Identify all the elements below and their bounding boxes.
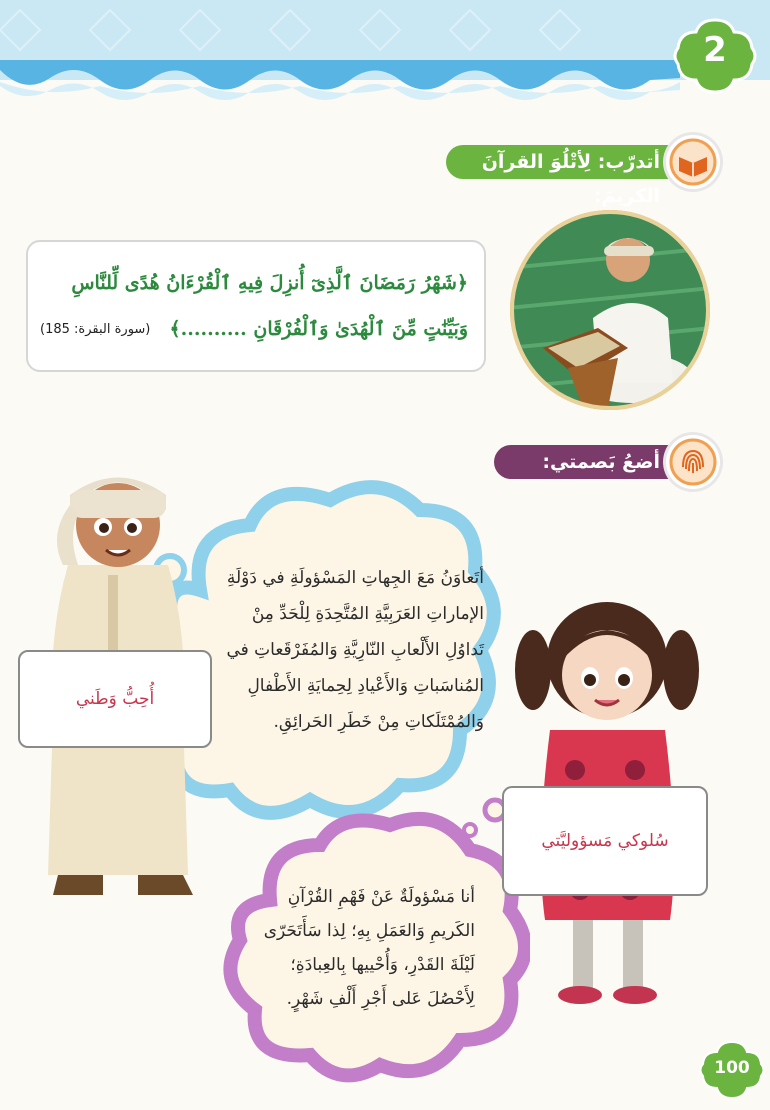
text-line: لِأَحْصُلَ عَلى أَجْرِ أَلْفِ شَهْرٍ. <box>286 989 475 1009</box>
boy-reading-quran-illustration <box>508 208 712 412</box>
purple-cloud-text <box>250 880 475 1016</box>
text-line: الكَريمِ وَالعَمَلِ بِهِ؛ لِذا سَأَتَحَرّى <box>263 921 475 941</box>
text-line: المُناسَباتِ وَالأَعْيادِ لِحِمايَةِ الأَطْفالِ <box>247 676 484 696</box>
lesson-number: 2 <box>703 30 727 70</box>
verse-line-2: وَبَيِّنَٰتٍ مِّنَ ٱلْهُدَىٰ وَٱلْفُرْقَانِ ..........﴾ <box>169 318 468 340</box>
page-number: 100 <box>714 1058 750 1078</box>
text-line: أنا مَسْؤولَةٌ عَنْ فَهْمِ القُرْآنِ <box>287 887 475 907</box>
practice-section-title: أتدرّب: لِأتْلُوَ القرآنَ الكريمَ: <box>446 145 716 179</box>
quran-verse-box <box>26 240 486 372</box>
text-line: وَالمُمْتَلَكاتِ مِنْ خَطَرِ الحَرائِقِ. <box>273 712 484 732</box>
text-line: أتَعاوَنُ مَعَ الجِهاتِ المَسْؤولَةِ في دَوْلَةِ <box>226 568 484 588</box>
text-line: لَيْلَةَ القَدْرِ، وَأُحْييها بِالعِبادَةِ؛ <box>290 955 475 975</box>
girl-sign: سُلوكي مَسؤوليَّتي <box>502 786 708 896</box>
imprint-section-title: أضعُ بَصمتي: <box>494 445 716 479</box>
verse-reference: (سورة البقرة: 185) <box>40 322 151 337</box>
verse-line-1: ﴿شَهْرُ رَمَضَانَ ٱلَّذِىٓ أُنزِلَ فِيهِ ٱلْقُرْءَانُ هُدًى لِّلنَّاسِ <box>71 272 468 294</box>
boy-sign: أُحِبُّ وَطَني <box>18 650 212 748</box>
text-line: الإماراتِ العَرَبِيَّةِ المُتَّحِدَةِ لِلْحَدِّ مِنْ <box>251 604 484 624</box>
blue-cloud-text <box>222 560 484 740</box>
book-icon <box>666 135 720 189</box>
fingerprint-icon <box>666 435 720 489</box>
header-wave-band <box>0 0 770 110</box>
text-line: تَداوُلِ الأَلْعابِ النّارِيَّةِ وَالمُفَرْقَعاتِ في <box>226 640 484 660</box>
